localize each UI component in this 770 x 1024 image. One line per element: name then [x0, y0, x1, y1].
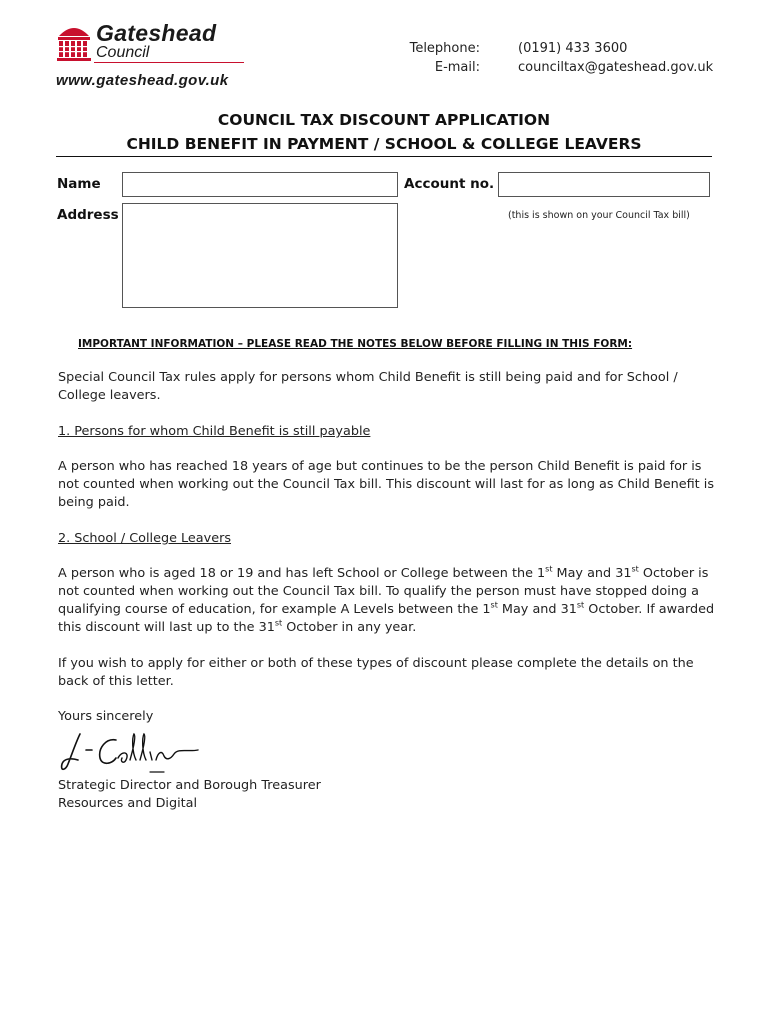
section2-text-a: A person who is aged 18 or 19 and has left School or College between the 1 — [58, 566, 546, 581]
title-underline — [56, 156, 712, 157]
intro-paragraph: Special Council Tax rules apply for persons whom Child Benefit is still being paid and for School / College leavers. — [58, 370, 678, 403]
important-notice: IMPORTANT INFORMATION – PLEASE READ THE NOTES BELOW BEFORE FILLING IN THIS FORM: — [78, 338, 633, 350]
ordinal-suffix: st — [545, 564, 553, 574]
section2-paragraph — [58, 565, 724, 637]
ordinal-suffix: st — [490, 600, 498, 610]
name-label: Name — [57, 176, 101, 192]
page-title: COUNCIL TAX DISCOUNT APPLICATION — [217, 111, 551, 129]
logo-wordmark: Gateshead — [96, 20, 217, 46]
closing-salutation: Yours sincerely — [58, 709, 154, 724]
ordinal-suffix: st — [274, 618, 283, 628]
apply-paragraph: If you wish to apply for either or both of these types of discount please complete the details on the back of this letter. — [58, 656, 694, 689]
account-number-label: Account no. — [404, 176, 495, 192]
section2-text-c: October is not counted when working out the Council Tax bill. To qualify the person must have stopped doing a qualifying course of education, for example A Levels between the 1 — [58, 566, 709, 617]
section2-text-d: May and 31 — [497, 602, 577, 617]
gateshead-logo — [56, 20, 256, 95]
section1-heading: 1. Persons for whom Child Benefit is still payable — [58, 424, 371, 439]
page-subtitle: CHILD BENEFIT IN PAYMENT / SCHOOL & COLLEGE LEAVERS — [126, 135, 642, 153]
address-label: Address — [57, 207, 119, 223]
section1-paragraph: A person who has reached 18 years of age but continues to be the person Child Benefit is paid for is not counted when working out the Council Tax bill. This discount will last for as long as Child Benefit is being paid. — [58, 459, 714, 510]
address-field[interactable] — [122, 203, 398, 308]
email-value: counciltax@gateshead.gov.uk — [518, 60, 714, 75]
account-number-hint: (this is shown on your Council Tax bill) — [508, 210, 690, 221]
email-label: E-mail: — [434, 60, 480, 75]
section2-heading: 2. School / College Leavers — [58, 531, 232, 546]
ordinal-suffix: st — [576, 600, 585, 610]
logo-url: www.gateshead.gov.uk — [56, 72, 229, 89]
section2-text-e: October. If awarded this discount will last up to the 31 — [58, 602, 715, 635]
logo-council-text: Council — [96, 44, 150, 61]
ordinal-suffix: st — [631, 564, 639, 574]
town-hall-icon — [56, 22, 92, 62]
handwritten-signature — [58, 728, 208, 778]
telephone-value: (0191) 433 3600 — [518, 41, 628, 56]
signatory-department: Resources and Digital — [58, 796, 198, 811]
logo-divider — [94, 62, 244, 63]
signatory-title: Strategic Director and Borough Treasurer — [58, 778, 321, 793]
account-number-field[interactable] — [498, 172, 710, 197]
telephone-label: Telephone: — [409, 41, 480, 56]
section2-text-b: May and 31 — [552, 566, 632, 581]
name-field[interactable] — [122, 172, 398, 197]
section2-text-f: October in any year. — [282, 620, 417, 635]
